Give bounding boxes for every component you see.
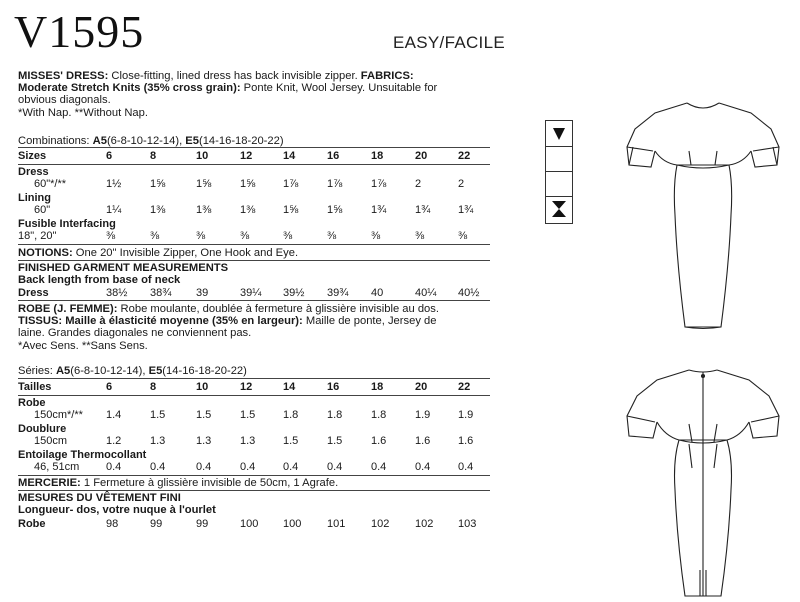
table-cell: 1⅝ [240,178,256,190]
table-cell: ⅜ [196,230,206,242]
legend-cell-4 [546,196,572,221]
table-cell: ⅜ [327,230,337,242]
robe-metres-row: 150cm*/** 1.4 1.5 1.5 1.5 1.8 1.8 1.8 1.9 1.9 [34,409,474,421]
table-cell: 100 [283,518,302,530]
table-cell: 38¾ [150,287,172,299]
table-cell: 0.4 [371,461,387,473]
table-cell: ⅜ [415,230,425,242]
table-cell: 39¼ [240,287,262,299]
doublure-metres-row: 150cm 1.2 1.3 1.3 1.3 1.5 1.5 1.6 1.6 1.6 [34,435,474,447]
robe-measure-row: Robe 98 99 99 100 100 101 102 102 103 [18,518,477,530]
table-cell: 0.4 [150,461,166,473]
table-cell: 1½ [106,178,122,190]
table-cell: 1.5 [150,409,166,421]
table-cell: 12 [240,150,253,162]
table-cell: 38½ [106,287,128,299]
table-cell: 102 [371,518,390,530]
finished-measurements-title: FINISHED GARMENT MEASUREMENTS [18,262,229,274]
table-cell: ⅜ [458,230,468,242]
dress-yardage-row: 60"*/** 1½ 1⅝ 1⅝ 1⅝ 1⅞ 1⅞ 1⅞ 2 2 [34,178,465,190]
table-cell: 18 [371,150,384,162]
table-cell: 1⅜ [240,204,256,216]
table-cell: 1.8 [283,409,299,421]
table-cell: 1.6 [415,435,431,447]
tailles-header-row: Tailles 6 8 10 12 14 16 18 20 22 [18,381,471,393]
table-cell: 40¼ [415,287,437,299]
table-cell: 1.9 [415,409,431,421]
interfacing-yardage-row: 18", 20" ⅜ ⅜ ⅜ ⅜ ⅜ ⅜ ⅜ ⅜ ⅜ [18,230,468,242]
table-cell: 1.3 [150,435,166,447]
table-cell: 1.4 [106,409,122,421]
dress-measure-row: Dress 38½ 38¾ 39 39¼ 39½ 39¾ 40 40¼ 40½ [18,287,480,299]
table-cell: 0.4 [240,461,256,473]
series-line: Séries: A5(6-8-10-12-14), E5(14-16-18-20-22) [18,365,247,377]
legend-cell-3 [546,171,572,197]
entoilage-label-row: Entoilage Thermocollant [18,449,147,461]
table-cell: 1⅝ [150,178,166,190]
robe-label-row: Robe [18,397,46,409]
french-description: ROBE (J. FEMME): Robe moulante, doublée à fermeture à glissière invisible au dos. TISSUS: Maille à élasticité moyenne (35% en largeur): Maille de ponte, Jersey de laine. Grandes diagonales ne conviennent pas. *Avec Sens. **Sans Sens. [18,303,439,352]
table-cell: 1¾ [458,204,474,216]
table-cell: 12 [240,381,253,393]
notions-line: NOTIONS: One 20" Invisible Zipper, One Hook and Eye. [18,247,299,259]
table-cell: 1¾ [415,204,431,216]
table-cell: 0.4 [458,461,474,473]
table-cell: 103 [458,518,477,530]
table-cell: 1.6 [458,435,474,447]
view-legend-box [545,120,573,224]
table-cell: 0.4 [415,461,431,473]
table-cell: ⅜ [283,230,293,242]
table-cell: 1⅝ [283,204,299,216]
table-cell: 39 [196,287,209,299]
table-cell: 8 [150,150,157,162]
table-cell: 16 [327,150,340,162]
entoilage-metres-row: 46, 51cm 0.4 0.4 0.4 0.4 0.4 0.4 0.4 0.4 0.4 [34,461,474,473]
table-cell: 101 [327,518,346,530]
table-cell: 6 [106,381,113,393]
table-cell: 8 [150,381,157,393]
table-cell: 1.8 [327,409,343,421]
table-cell: 99 [150,518,163,530]
table-cell: 1⅞ [283,178,299,190]
table-cell: ⅜ [240,230,250,242]
hourglass-icon [546,196,572,222]
table-cell: 0.4 [196,461,212,473]
table-cell: 22 [458,150,471,162]
table-cell: 1⅝ [196,178,212,190]
difficulty-label: EASY/FACILE [393,33,505,52]
dress-back-drawing [615,360,790,602]
table-cell: 1⅜ [196,204,212,216]
table-cell: 6 [106,150,113,162]
table-cell: 1⅜ [150,204,166,216]
table-cell: 0.4 [327,461,343,473]
table-cell: 18 [371,381,384,393]
table-cell: 2 [415,178,422,190]
combinations-line: Combinations: A5(6-8-10-12-14), E5(14-16-18-20-22) [18,135,284,147]
table-cell: 10 [196,150,209,162]
table-cell: 1.5 [196,409,212,421]
table-cell: 22 [458,381,471,393]
table-cell: 2 [458,178,465,190]
table-cell: 10 [196,381,209,393]
dress-label-row: Dress [18,166,49,178]
table-cell: 40 [371,287,384,299]
lining-yardage-row: 60" 1¼ 1⅜ 1⅜ 1⅜ 1⅝ 1⅝ 1¾ 1¾ 1¾ [34,204,474,216]
table-cell: ⅜ [371,230,381,242]
table-cell: 1.5 [240,409,256,421]
sizes-header-row: Sizes 6 8 10 12 14 16 18 20 22 [18,150,471,162]
doublure-label-row: Doublure [18,423,67,435]
table-cell: 0.4 [283,461,299,473]
table-cell: 0.4 [106,461,122,473]
table-cell: 102 [415,518,434,530]
lining-label-row: Lining [18,192,51,204]
table-cell: 40½ [458,287,480,299]
back-length-label: Back length from base of neck [18,274,181,286]
table-cell: 1¼ [106,204,122,216]
mercerie-line: MERCERIE: 1 Fermeture à glissière invisible de 50cm, 1 Agrafe. [18,477,339,489]
table-cell: 1.8 [371,409,387,421]
table-cell: 1⅝ [327,204,343,216]
english-description: MISSES' DRESS: Close-fitting, lined dress has back invisible zipper. FABRICS: Moderate Stretch Knits (35% cross grain): Ponte Knit, Wool Jersey. Unsuitable for obvious diagonals. *With Nap. **Without Nap. [18,70,438,119]
table-cell: ⅜ [150,230,160,242]
table-cell: 14 [283,150,296,162]
table-cell: 1¾ [371,204,387,216]
mesures-title: MESURES DU VÊTEMENT FINI [18,492,181,504]
table-cell: 99 [196,518,209,530]
table-cell: 20 [415,381,428,393]
table-cell: 98 [106,518,119,530]
table-cell: 1.2 [106,435,122,447]
dress-front-drawing [615,95,790,350]
table-cell: 100 [240,518,259,530]
table-cell: 1.5 [327,435,343,447]
longueur-label: Longueur- dos, votre nuque à l'ourlet [18,504,216,516]
table-cell: 1.6 [371,435,387,447]
legend-cell-2 [546,146,572,172]
legend-cell-1 [546,121,572,147]
triangle-down-icon [546,121,572,146]
table-cell: 39¾ [327,287,349,299]
table-cell: 16 [327,381,340,393]
pattern-number: V1595 [14,6,145,57]
table-cell: 1.5 [283,435,299,447]
table-cell: 1⅞ [371,178,387,190]
table-cell: 1.9 [458,409,474,421]
table-cell: 1⅞ [327,178,343,190]
table-cell: ⅜ [106,230,116,242]
table-cell: 1.3 [196,435,212,447]
table-cell: 1.3 [240,435,256,447]
table-cell: 14 [283,381,296,393]
interfacing-label-row: Fusible Interfacing [18,218,116,230]
table-cell: 20 [415,150,428,162]
table-cell: 39½ [283,287,305,299]
